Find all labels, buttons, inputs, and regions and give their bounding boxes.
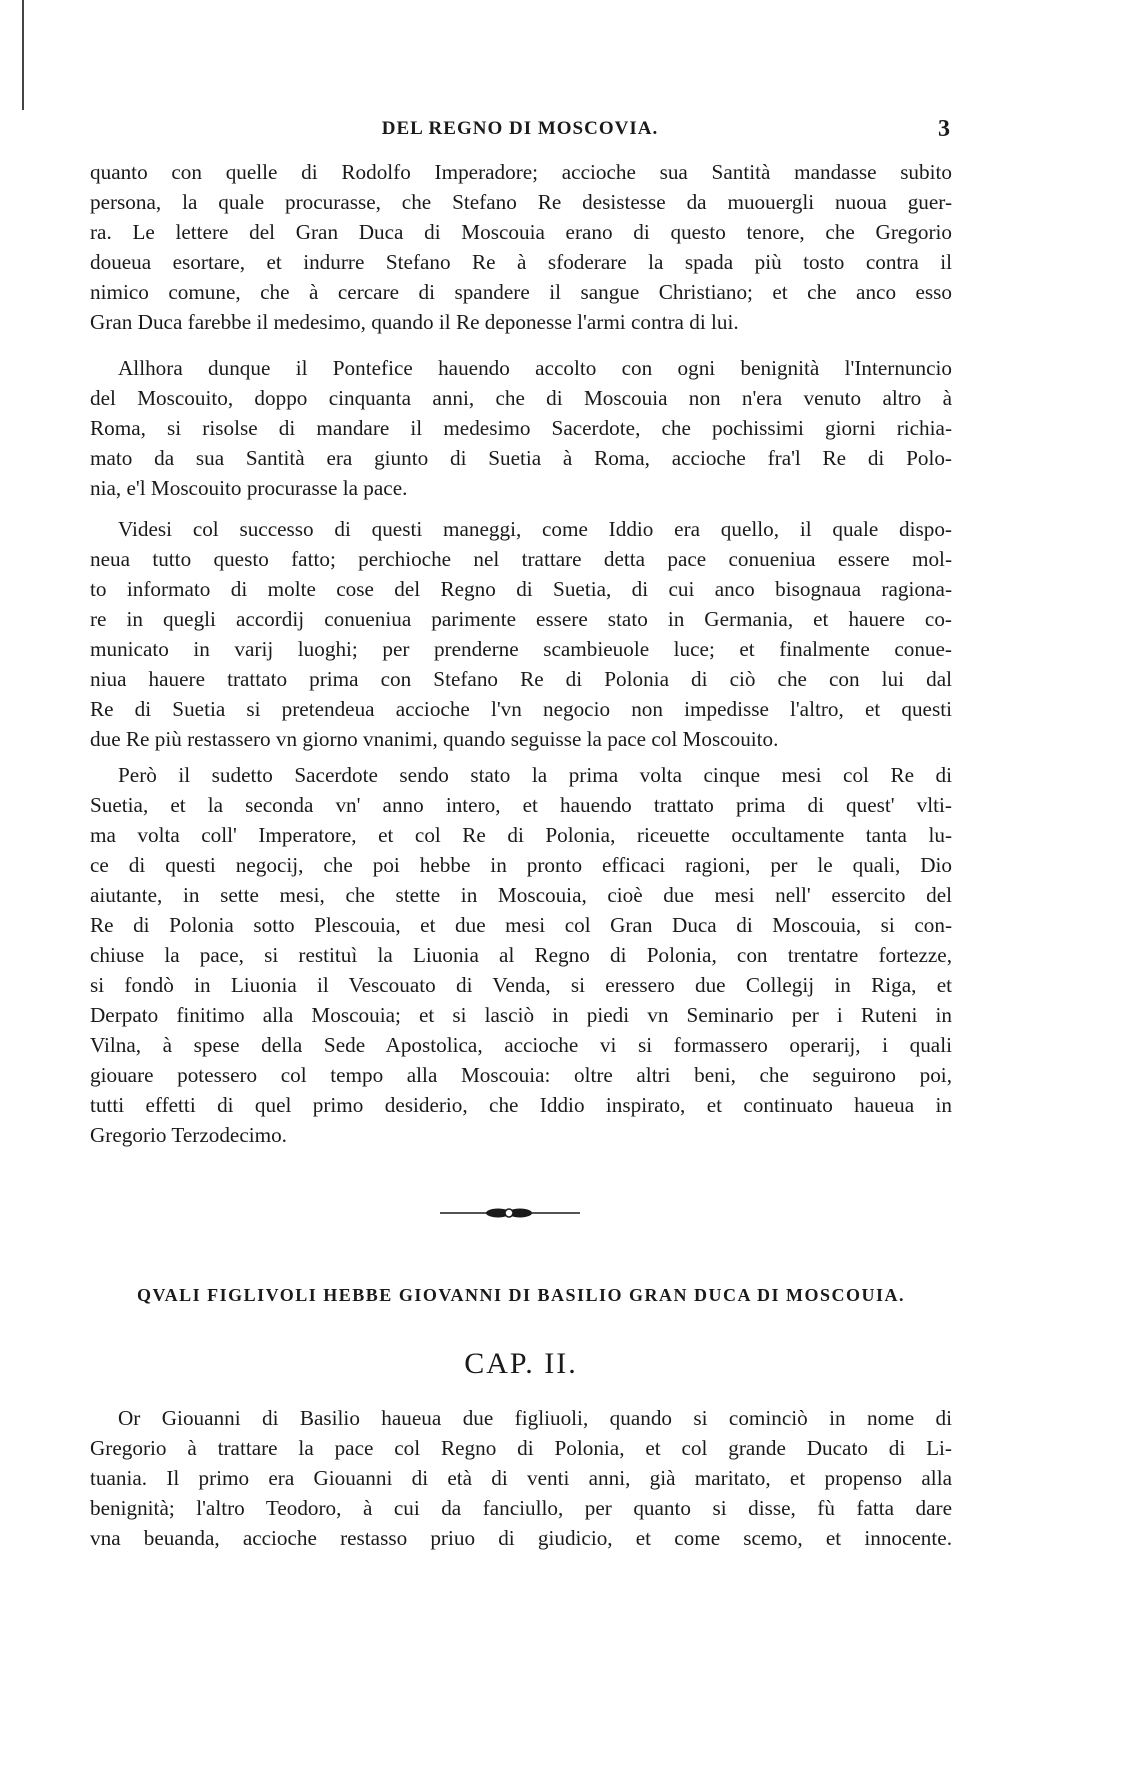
text-line: si fondò in Liuonia il Vescouato di Venda, si eressero due Collegij in Riga, et (90, 973, 952, 997)
text-line: Gregorio à trattare la pace col Regno di Polonia, et col grande Ducato di Li- (90, 1436, 952, 1460)
text-line: giouare potessero col tempo alla Moscouia: oltre altri beni, che seguirono poi, (90, 1063, 952, 1087)
text-line: quanto con quelle di Rodolfo Imperadore; accioche sua Santità mandasse subito (90, 160, 952, 184)
running-head: DEL REGNO DI MOSCOVIA. (381, 118, 659, 139)
text-line: Gregorio Terzodecimo. (90, 1123, 287, 1147)
binding-edge (22, 0, 24, 110)
text-line: Roma, si risolse di mandare il medesimo Sacerdote, che pochissimi giorni richia- (90, 416, 952, 440)
text-line: tutti effetti di quel primo desiderio, che Iddio inspirato, et continuato haueua in (90, 1093, 952, 1117)
paragraph-continuation (90, 157, 952, 337)
text-line: benignità; l'altro Teodoro, à cui da fanciullo, per quanto si disse, fù fatta dare (90, 1496, 952, 1520)
paragraph-3 (90, 514, 952, 754)
text-line: doueua esortare, et indurre Stefano Re à sfoderare la spada più tosto contra il (90, 250, 952, 274)
text-line: due Re più restassero vn giorno vnanimi, quando seguisse la pace col Moscouito. (90, 727, 779, 751)
text-line: ce di questi negocij, che poi hebbe in pronto efficaci ragioni, per le quali, Dio (90, 853, 952, 877)
ornament-divider (440, 1203, 580, 1223)
text-line: Derpato finitimo alla Moscouia; et si lasciò in piedi vn Seminario per i Ruteni in (90, 1003, 952, 1027)
chapter-title: QVALI FIGLIVOLI HEBBE GIOVANNI DI BASILIO GRAN DUCA DI MOSCOUIA. (136, 1285, 906, 1305)
text-line: vna beuanda, accioche restasso priuo di giudicio, et come scemo, et innocente. (90, 1526, 952, 1550)
text-line: ma volta coll' Imperatore, et col Re di Polonia, riceuette occultamente tanta lu- (90, 823, 952, 847)
page-header (90, 118, 950, 148)
text-line: Re di Suetia si pretendeua accioche l'vn negocio non impedisse l'altro, et questi (90, 697, 952, 721)
text-line: Gran Duca farebbe il medesimo, quando il Re deponesse l'armi contra di lui. (90, 310, 739, 334)
text-line: Or Giouanni di Basilio haueua due figliuoli, quando si cominciò in nome di (118, 1406, 952, 1430)
chapter-paragraph (90, 1403, 952, 1553)
text-line: Allhora dunque il Pontefice hauendo accolto con ogni benignità l'Internuncio (118, 356, 952, 380)
text-line: persona, la quale procurasse, che Stefano Re desistesse da muouergli nuoua guer- (90, 190, 952, 214)
paragraph-4 (90, 760, 952, 1150)
text-line: Re di Polonia sotto Plescouia, et due mesi col Gran Duca di Moscouia, si con- (90, 913, 952, 937)
text-line: niua hauere trattato prima con Stefano Re di Polonia di ciò che con lui dal (90, 667, 952, 691)
text-line: Vilna, à spese della Sede Apostolica, accioche vi si formassero operarij, i quali (90, 1033, 952, 1057)
text-line: aiutante, in sette mesi, che stette in Moscouia, cioè due mesi nell' essercito del (90, 883, 952, 907)
text-line: to informato di molte cose del Regno di Suetia, di cui anco bisognaua ragiona- (90, 577, 952, 601)
text-line: mato da sua Santità era giunto di Suetia à Roma, accioche fra'l Re di Polo- (90, 446, 952, 470)
text-line: ra. Le lettere del Gran Duca di Moscouia erano di questo tenore, che Gregorio (90, 220, 952, 244)
text-line: nia, e'l Moscouito procurasse la pace. (90, 476, 408, 500)
text-line: municato in varij luoghi; per prenderne scambieuole luce; et finalmente conue- (90, 637, 952, 661)
text-line: tuania. Il primo era Giouanni di età di venti anni, già maritato, et propenso alla (90, 1466, 952, 1490)
text-line: Suetia, et la seconda vn' anno intero, et hauendo trattato prima di quest' vlti- (90, 793, 952, 817)
text-line: re in quegli accordij conueniua parimente essere stato in Germania, et hauere co- (90, 607, 952, 631)
page-number: 3 (938, 116, 950, 142)
paragraph-2 (90, 353, 952, 503)
text-line: neua tutto questo fatto; perchioche nel trattare detta pace conueniua essere mol- (90, 547, 952, 571)
chapter-number: CAP. II. (464, 1347, 578, 1380)
text-line: Però il sudetto Sacerdote sendo stato la prima volta cinque mesi col Re di (118, 763, 952, 787)
ornament-center (505, 1209, 513, 1217)
text-line: Videsi col successo di questi maneggi, come Iddio era quello, il quale dispo- (118, 517, 952, 541)
text-line: chiuse la pace, si restituì la Liuonia al Regno di Polonia, con trentatre fortezze, (90, 943, 952, 967)
text-line: del Moscouito, doppo cinquanta anni, che di Moscouia non n'era venuto altro à (90, 386, 952, 410)
text-line: nimico comune, che à cercare di spandere il sangue Christiano; et che anco esso (90, 280, 952, 304)
